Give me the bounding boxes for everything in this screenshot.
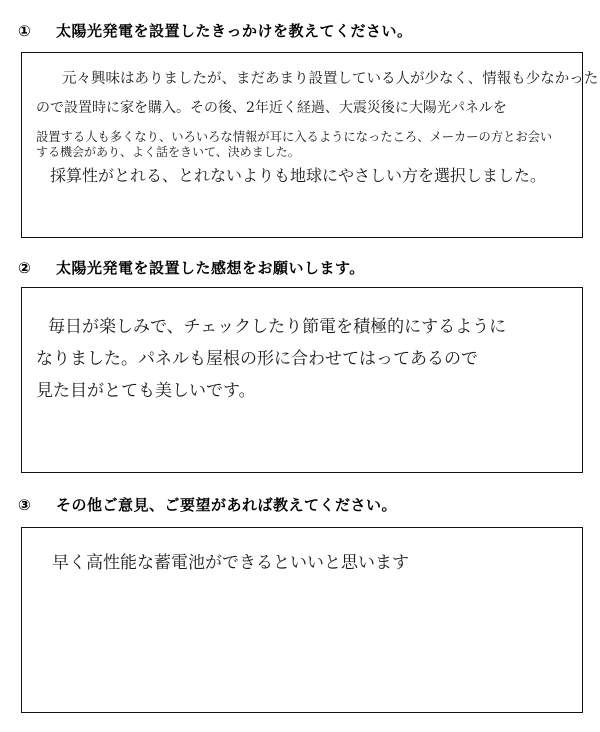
answer-2-line-2: なりました。パネルも屋根の形に合わせてはってあるので: [36, 349, 478, 369]
answer-3-line-1: 早く高性能な蓄電池ができるといいと思います: [52, 553, 409, 573]
answer-2-line-1: 毎日が楽しみで、チェックしたり節電を積極的にするように: [48, 317, 507, 337]
answer-2-box: [21, 287, 583, 473]
question-2-number: ②: [18, 259, 32, 277]
question-1-heading: [18, 20, 413, 41]
answer-1-line-3: 設置する人も多くなり、いろいろな情報が耳に入るようになったころ、メーカーの方とお会い: [36, 130, 553, 144]
answer-1-line-5: 採算性がとれる、とれないよりも地球にやさしい方を選択しました。: [50, 166, 547, 185]
answer-1-line-4: する機会があり、よく話をきいて、決めました。: [36, 145, 300, 159]
question-1-title: 太陽光発電を設置したきっかけを教えてください。: [56, 22, 413, 40]
question-3-heading: [18, 494, 397, 515]
question-2-heading: [18, 257, 365, 278]
answer-1-box: [21, 52, 599, 238]
question-3-title: その他ご意見、ご要望があれば教えてください。: [56, 496, 398, 514]
answer-1-line-1: 元々興味はありましたが、まだあまり設置している人が少なく、情報も少なかった: [62, 71, 599, 87]
answer-3-box: [21, 527, 583, 713]
question-1-number: ①: [18, 22, 32, 40]
answer-2-line-3: 見た目がとても美しいです。: [36, 381, 256, 401]
question-2-title: 太陽光発電を設置した感想をお願いします。: [56, 259, 365, 277]
answer-1-line-2: ので設置時に家を購入。その後、2年近く経過、大震災後に大陽光パネルを: [36, 100, 507, 116]
question-3-number: ③: [18, 496, 32, 514]
